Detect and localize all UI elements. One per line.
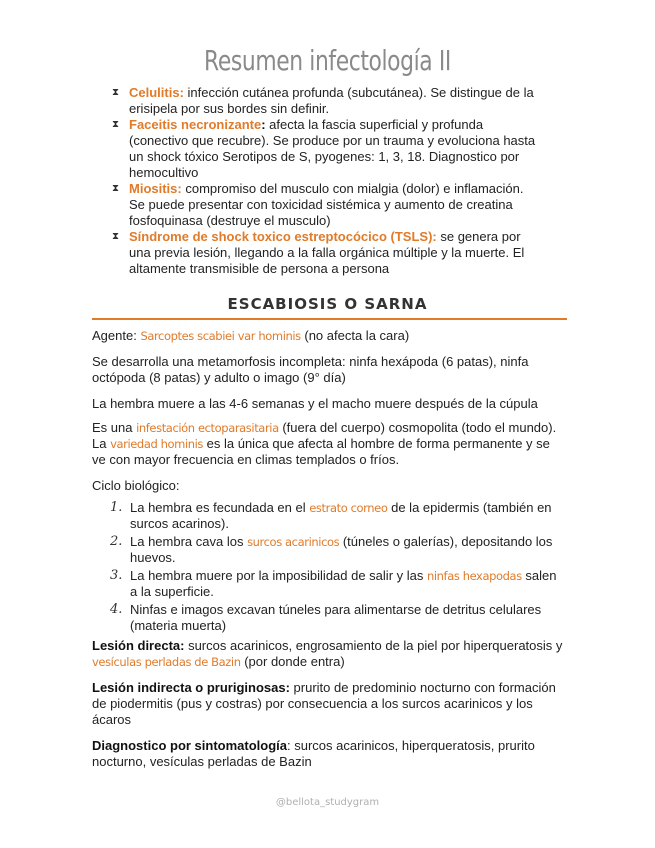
bullet-text: compromiso del musculo con mialgia (dolor) e inflamación. Se puede presentar con toxicidad sistémica y aumento de creatina fosfoquinasa (destruye el musculo) [129,181,524,228]
hourglass-bullet-icon: ⧗ [112,231,120,242]
infest-text-3: es la única que afecta al hombre de forma permanente y se ve con mayor frecuencia en climas templados o fríos. [92,436,550,467]
bullet-term: Faceitis necronizante [129,117,262,132]
bullet-term: Celulitis: [129,85,184,100]
cycle-text: La hembra muere por la imposibilidad de salir y las [130,568,427,583]
cycle-text-tail: (túneles o galerías), depositando los huevos. [130,534,553,565]
agent-name: Sarcoptes scabiei var hominis [140,329,301,343]
diag-text: : surcos acarinicos, hiperqueratosis, prurito nocturno, vesículas perladas de Bazin [92,738,535,769]
list-number: 3. [110,568,123,583]
direct-highlight: vesículas perladas de Bazin [92,655,241,669]
direct-label: Lesión directa: [92,638,185,653]
cycle-highlight: estrato corneo [309,501,388,515]
direct-lesion-paragraph [92,638,567,670]
infest-highlight-1: infestación ectoparasitaria [136,421,279,435]
cycle-text-tail: de la epidermis (también en surcos acarinos). [130,500,552,531]
footer-watermark: @bellota_studygram [275,797,380,808]
cycle-highlight: ninfas hexapodas [426,569,522,583]
list-item [112,85,542,117]
page-title: Resumen infectología II [204,44,451,77]
hourglass-bullet-icon: ⧗ [112,183,120,194]
direct-text: surcos acarinicos, engrosamiento de la piel por hiperqueratosis y [184,638,563,653]
indirect-text: prurito de predominio nocturno con formación de piodermitis (pus y costras) por consecuencia a los surcos acarinicos y los ácaros [92,680,556,727]
bullet-text: afecta la fascia superficial y profunda (conectivo que recubre). Se produce por un trauma y evoluciona hasta un shock tóxico Serotipos de S, pyogenes: 1, 3, 18. Diagnostico por hemocultivo [129,117,536,180]
diagnosis-paragraph [92,738,567,770]
list-item [110,534,565,566]
cycle-label: Ciclo biológico: [92,478,180,493]
infest-highlight-2: variedad hominis [110,437,204,451]
bullet-term: Síndrome de shock toxico estreptocócico (TSLS): [129,229,437,244]
hourglass-bullet-icon: ⧗ [112,87,120,98]
list-number: 1. [110,500,123,515]
indirect-label: Lesión indirecta o pruriginosas: [92,680,290,695]
list-number: 4. [110,602,123,617]
section-divider [92,318,567,320]
metamorphosis-paragraph: Se desarrolla una metamorfosis incompleta: ninfa hexápoda (6 patas), ninfa octópoda (8 patas) y adulto o imago (9° día) [92,354,529,385]
bullet-text: se genera por una previa lesión, llegando a la falla orgánica múltiple y la muerte. El altamente transmisible de persona a persona [129,229,525,276]
section-title: ESCABIOSIS O SARNA [227,295,428,313]
diag-label: Diagnostico por sintomatología [92,738,288,753]
list-item [112,117,542,181]
bullet-text: infección cutánea profunda (subcutánea). Se distingue de la erisipela por sus bordes sin definir. [129,85,534,116]
list-item [112,181,542,229]
indirect-lesion-paragraph [92,680,567,728]
infest-text-1: Es una [92,420,137,435]
bullet-separator: : [261,117,266,132]
cycle-highlight: surcos acarinicos [247,535,340,549]
list-item [110,500,565,532]
infest-text-2: (fuera del cuerpo) cosmopolita (todo el mundo). La [92,420,557,451]
cycle-text: Ninfas e imagos excavan túneles para alimentarse de detritus celulares (materia muerta) [130,602,542,633]
bullet-list [112,85,542,277]
direct-tail: (por donde entra) [240,654,345,669]
list-number: 2. [110,534,123,549]
agent-note: (no afecta la cara) [300,328,410,343]
lifespan-paragraph: La hembra muere a las 4-6 semanas y el macho muere después de la cúpula [92,396,538,411]
bullet-term: Miositis: [129,181,182,196]
list-item [112,229,542,277]
list-item [110,602,565,634]
cycle-list [110,500,565,636]
agent-label: Agente: [92,328,141,343]
hourglass-bullet-icon: ⧗ [112,119,120,130]
infestation-paragraph [92,420,567,468]
cycle-text-tail: salen a la superficie. [130,568,557,599]
cycle-text: La hembra es fecundada en el [130,500,310,515]
agent-paragraph [92,328,567,344]
list-item [110,568,565,600]
cycle-text: La hembra cava los [130,534,248,549]
